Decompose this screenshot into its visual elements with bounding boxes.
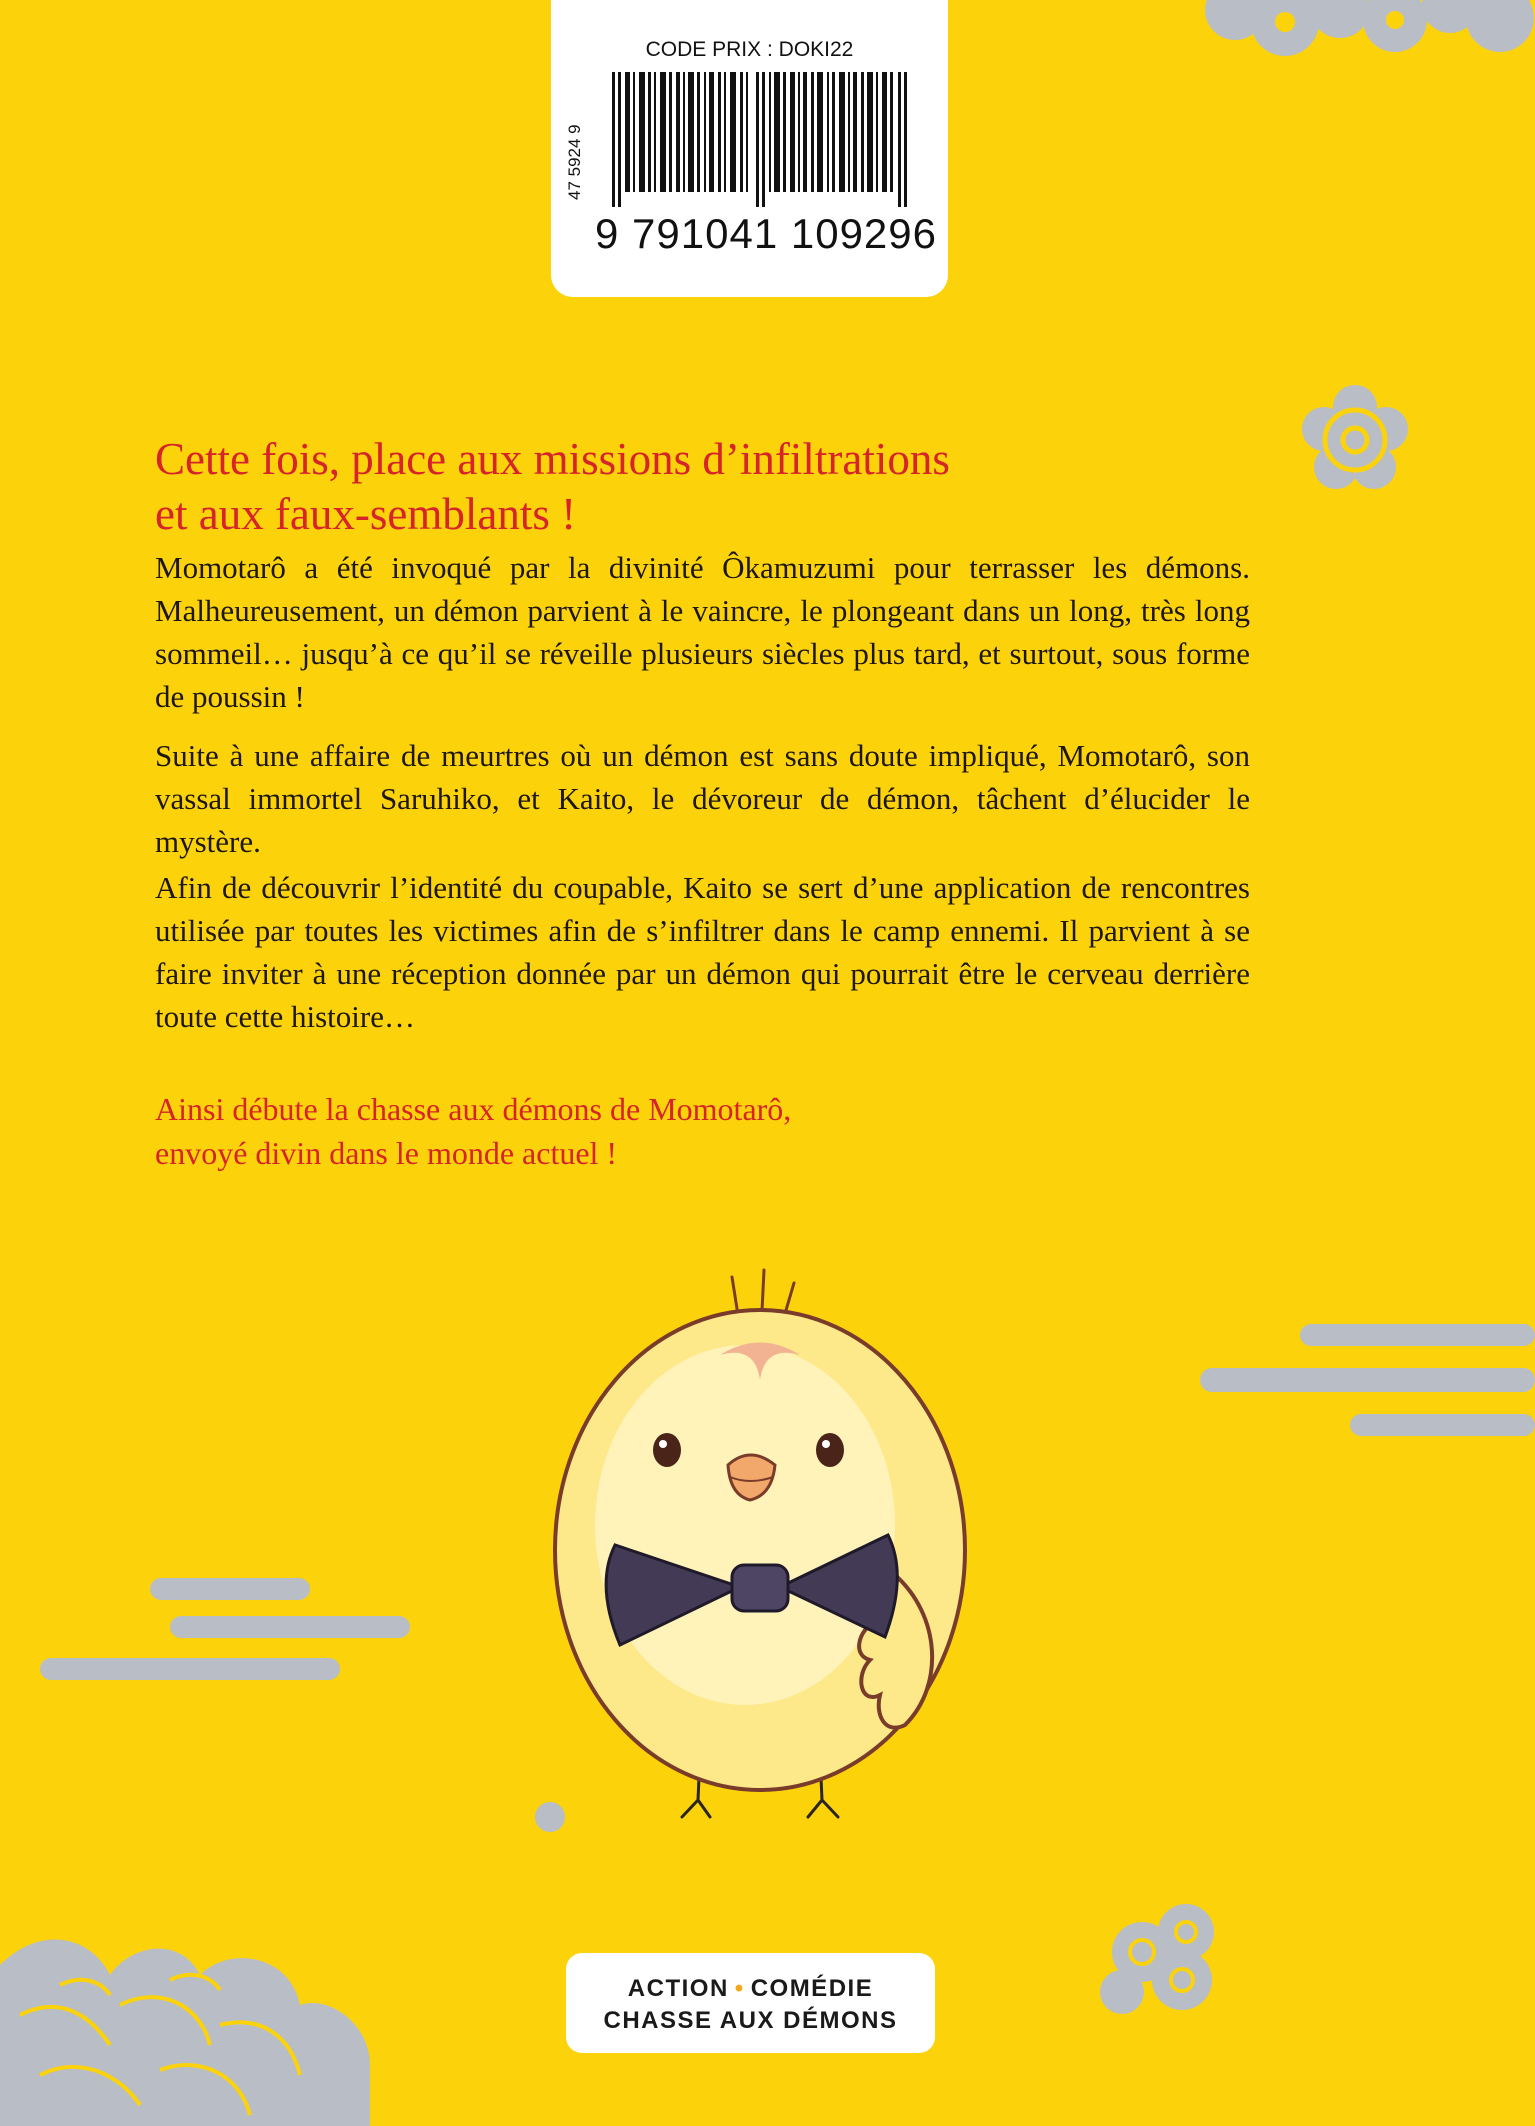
- synopsis-paragraph-1: Momotarô a été invoqué par la divinité Ôkamuzumi pour terrasser les démons. Malheureusement, un démon parvient à le vaincre, le plongeant dans un long, très long sommeil… jusqu’à ce qu’il se réveille plusieurs siècles plus tard, et surtout, sous forme de poussin !: [155, 550, 1250, 714]
- tagline-line1: Ainsi débute la chasse aux démons de Momotarô,: [155, 1091, 792, 1127]
- genre-comedie: COMÉDIE: [750, 1975, 874, 2002]
- barcode-side-number: 47 5924 9: [565, 124, 584, 200]
- chick-character-illustration: [500, 1255, 1000, 1835]
- headline-line1: Cette fois, place aux missions d’infiltrations: [155, 434, 950, 484]
- synopsis-paragraph-3: Afin de découvrir l’identité du coupable, Kaito se sert d’une application de rencontres utilisée par toutes les victimes afin de s’infiltrer dans le camp ennemi. Il parvient à se faire inviter à une réception donnée par un démon qui pourrait être le cerveau derrière toute cette histoire…: [155, 870, 1250, 1034]
- bottom-left-chrysanthemum-decoration: [0, 1905, 380, 2126]
- barcode-icon: [612, 72, 912, 207]
- genre-label-box: [566, 1953, 935, 2053]
- right-cloud-decoration: [1200, 1318, 1535, 1448]
- genre-line1: [566, 1975, 935, 2003]
- left-cloud-decoration: [40, 1578, 410, 1683]
- headline: [155, 432, 1155, 542]
- barcode-number: 9 791041 109296: [595, 210, 937, 257]
- price-code: CODE PRIX : DOKI22: [645, 38, 854, 61]
- tagline-line2: envoyé divin dans le monde actuel !: [155, 1135, 618, 1171]
- bottom-right-flower-decoration: [1090, 1900, 1225, 2015]
- plum-blossom-icon: [1300, 385, 1410, 495]
- genre-action: ACTION: [627, 1975, 729, 2002]
- genre-separator: •: [734, 1975, 745, 2002]
- genre-chasse-aux-demons: CHASSE AUX DÉMONS: [603, 2007, 898, 2034]
- tagline: [155, 1087, 1055, 1175]
- synopsis-paragraph-2: Suite à une affaire de meurtres où un démon est sans doute impliqué, Momotarô, son vassal immortel Saruhiko, et Kaito, le dévoreur de démon, tâchent d’élucider le mystère.: [155, 738, 1250, 859]
- headline-line2: et aux faux-semblants !: [155, 489, 577, 539]
- top-right-flower-decoration: [1190, 0, 1535, 80]
